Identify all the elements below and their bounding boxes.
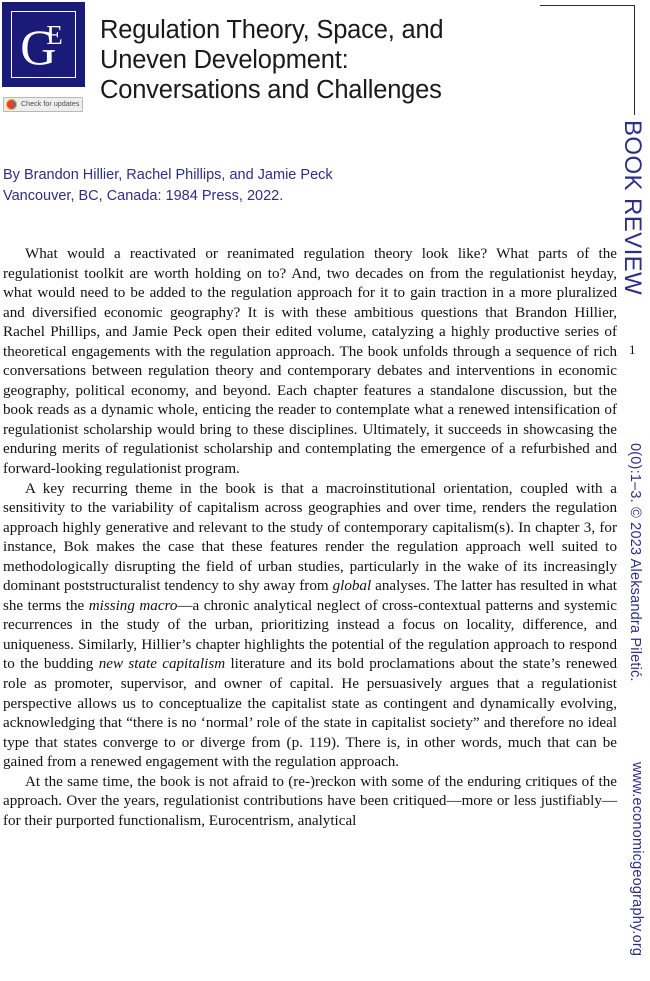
citation-and-copyright: 0(0):1–3. © 2023 Aleksandra Piletić. xyxy=(627,443,643,682)
book-imprint: Vancouver, BC, Canada: 1984 Press, 2022. xyxy=(3,188,284,204)
logo-letter-g: G xyxy=(20,18,51,75)
paragraph-2-italic-new-state-capitalism: new state capitalism xyxy=(98,656,226,673)
check-for-updates-badge[interactable] xyxy=(3,97,83,112)
byline-block xyxy=(3,165,523,207)
paragraph-2-text-c: —a chronic analytical neglect of cross-contextual patterns and systemic recurrences in the study of the urban, prioritizing instead a focus on locality, difference, and uniqueness. Similarly, Hillier’s chapter highlights the potential of the regulation approach to respond to the budding xyxy=(3,597,617,673)
page-number: 1 xyxy=(629,342,636,357)
page-rule-horizontal xyxy=(540,5,635,6)
journal-url[interactable]: www.economicgeography.org xyxy=(629,762,645,957)
page-rule-vertical xyxy=(634,5,635,115)
body-paragraph-3 xyxy=(3,773,617,832)
body-paragraph-2 xyxy=(3,480,617,773)
crossmark-label: Check for updates xyxy=(21,101,80,108)
article-title-line-3: Conversations and Challenges xyxy=(100,76,442,105)
journal-logo-monogram xyxy=(2,2,85,87)
paragraph-3-text: At the same time, the book is not afraid to (re-)reckon with some of the enduring critiques of the approach. Over the years, regulationist contributions have been critiqued—more or less justifiably—for their purported functionalism, Eurocentrism, analytical xyxy=(3,773,617,829)
paragraph-2-text-b: analyses. The latter has resulted in what she terms the xyxy=(3,578,617,614)
paragraph-2-italic-missing-macro: missing macro xyxy=(88,597,178,614)
body-paragraph-1 xyxy=(3,245,617,480)
paragraph-1-text: What would a reactivated or reanimated regulation theory look like? What parts of the regulationist toolkit are worth holding on to? And, two decades on from the regulationist heyday, what would need to be added to the regulation approach for it to gain traction in a more pluralized and diversified economic geography? It is with these ambitious questions that Brandon Hillier, Rachel Phillips, and Jamie Peck open their edited volume, catalyzing a highly productive series of theoretical engagements with the regulation approach. The book unfolds through a sequence of rich conversations between regulation theory and contemporary debates and interventions in economic geography, political economy, and beyond. Each chapter features a standalone discussion, but the book reads as a dynamic whole, enticing the reader to contemplate what a renewed intensification of regulationist scholarship would bring to these disciplines. Ultimately, it succeeds in showcasing the enduring merits of regulationist scholarship and contemplating the emergence of a refurbished and forward-looking regulationist program. xyxy=(3,246,617,478)
crossmark-icon xyxy=(6,99,17,110)
journal-logo xyxy=(2,2,85,87)
paragraph-2-text-d: literature and its bold proclamations about the state’s renewed role as promoter, supervisor, and owner of capital. He persuasively argues that a regulationist perspective allows us to conceptualize the capitalist state as contingent and dynamically evolving, acknowledging that “there is no ‘normal’ role of the state in capitalist society” and therefore no ideal type that states converge to or diverge from (p. 119). There is, in other words, much that can be gained from a renewed engagement with the regulation approach. xyxy=(3,656,617,771)
paragraph-2-italic-global: global xyxy=(332,578,372,595)
article-title xyxy=(100,15,500,105)
logo-letter-e: E xyxy=(46,20,63,50)
article-title-line-1: Regulation Theory, Space, and xyxy=(100,16,444,45)
article-body xyxy=(3,245,617,831)
article-title-line-2: Uneven Development: xyxy=(100,46,349,75)
section-label-book-review: BOOK REVIEW xyxy=(619,120,646,296)
paragraph-2-text-a: A key recurring theme in the book is that a macroinstitutional orientation, coupled with a sensitivity to the variability of capitalism across geographies and over time, renders the regulation approach highly generative and relevant to the study of contemporary capitalism(s). In chapter 3, for instance, Bok makes the case that these features render the regulation approach well suited to methodologically disrupting the field of urban studies, particularly in the wake of its increasingly dominant poststructuralist tendency to shy away from xyxy=(3,480,617,595)
book-authors: By Brandon Hillier, Rachel Phillips, and Jamie Peck xyxy=(3,167,333,183)
